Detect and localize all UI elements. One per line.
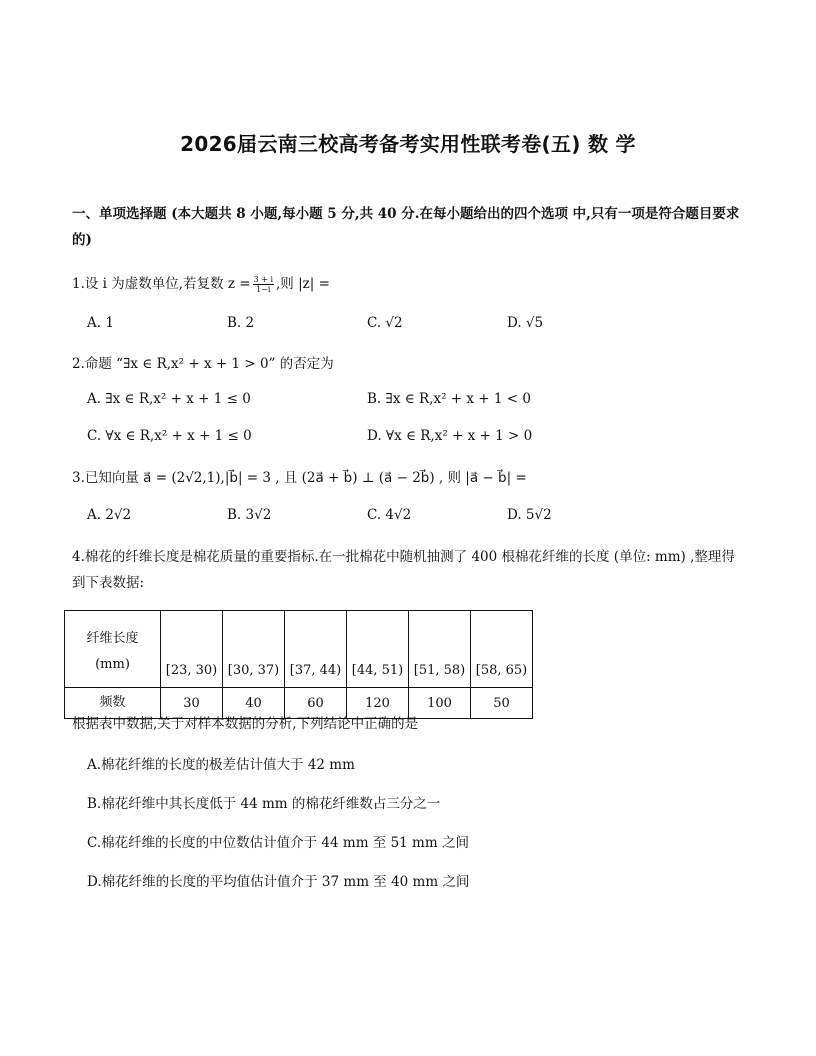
table-cell-interval: [51, 58) — [409, 611, 471, 688]
question-4-option-c: C.棉花纤维的长度的中位数估计值介于 44 mm 至 51 mm 之间 — [87, 835, 469, 851]
question-1-option-d: D. √5 — [507, 315, 544, 331]
row-header-line1: 纤维长度 — [86, 631, 139, 646]
question-2-option-b: B. ∃x ∈ R,x² + x + 1 < 0 — [367, 391, 531, 407]
table-cell-interval: [58, 65) — [471, 611, 533, 688]
question-3-stem: 3.已知向量 a⃗ = (2√2,1),|b⃗| = 3 , 且 (2a⃗ + b⃗) ⊥ (a⃗ − 2b⃗) , 则 |a⃗ − b⃗| = — [72, 470, 527, 486]
table-cell-frequency: 50 — [471, 688, 533, 719]
question-1-option-a: A. 1 — [87, 315, 114, 331]
question-2-stem: 2.命题 “∃x ∈ R,x² + x + 1 > 0” 的否定为 — [72, 356, 334, 372]
table-cell-interval: [44, 51) — [347, 611, 409, 688]
table-row-header-frequency: 频数 — [65, 688, 161, 719]
question-2-option-a: A. ∃x ∈ R,x² + x + 1 ≤ 0 — [87, 391, 251, 407]
table-cell-frequency: 120 — [347, 688, 409, 719]
question-4-sub-stem: 根据表中数据,关于对样本数据的分析,下列结论中正确的是 — [72, 716, 419, 732]
question-1-stem — [72, 272, 330, 294]
table-row-header-length — [65, 611, 161, 688]
question-2-option-d: D. ∀x ∈ R,x² + x + 1 > 0 — [367, 428, 533, 444]
table-cell-frequency: 40 — [223, 688, 285, 719]
table-cell-interval: [37, 44) — [285, 611, 347, 688]
table-cell-interval: [23, 30) — [161, 611, 223, 688]
question-1-option-c: C. √2 — [367, 315, 403, 331]
section-heading: 一、单项选择题 (本大题共 8 小题,每小题 5 分,共 40 分.在每小题给出的四个选项 中,只有一项是符合题目要求的) — [72, 206, 740, 248]
row-header-line2: (mm) — [95, 657, 130, 672]
question-2-option-c: C. ∀x ∈ R,x² + x + 1 ≤ 0 — [87, 428, 252, 444]
question-1-fraction — [253, 275, 274, 294]
question-3-option-d: D. 5√2 — [507, 507, 552, 523]
question-4-option-b: B.棉花纤维中其长度低于 44 mm 的棉花纤维数占三分之一 — [87, 796, 441, 812]
question-4-stem: 4.棉花的纤维长度是棉花质量的重要指标.在一批棉花中随机抽测了 400 根棉花纤维的长度 (单位: mm) ,整理得到下表数据: — [72, 549, 735, 591]
page-title: 2026届云南三校高考备考实用性联考卷(五) 数 学 — [180, 132, 636, 156]
question-4-option-d: D.棉花纤维的长度的平均值估计值介于 37 mm 至 40 mm 之间 — [87, 874, 470, 890]
table-header-row — [65, 611, 533, 688]
question-3-option-a: A. 2√2 — [87, 507, 132, 523]
table-cell-frequency: 30 — [161, 688, 223, 719]
question-4-option-a: A.棉花纤维的长度的极差估计值大于 42 mm — [87, 757, 355, 773]
question-1-suffix: ,则 |z| = — [276, 276, 330, 292]
question-3-option-b: B. 3√2 — [227, 507, 272, 523]
question-1-option-b: B. 2 — [227, 315, 255, 331]
question-3-option-c: C. 4√2 — [367, 507, 412, 523]
table-cell-frequency: 100 — [409, 688, 471, 719]
fiber-length-table — [64, 610, 533, 719]
question-1-prefix: 1.设 i 为虚数单位,若复数 z = — [72, 276, 251, 292]
table-cell-frequency: 60 — [285, 688, 347, 719]
fraction-numerator: 3 + i — [253, 275, 274, 284]
table-cell-interval: [30, 37) — [223, 611, 285, 688]
fraction-denominator: 1−i — [256, 285, 271, 294]
